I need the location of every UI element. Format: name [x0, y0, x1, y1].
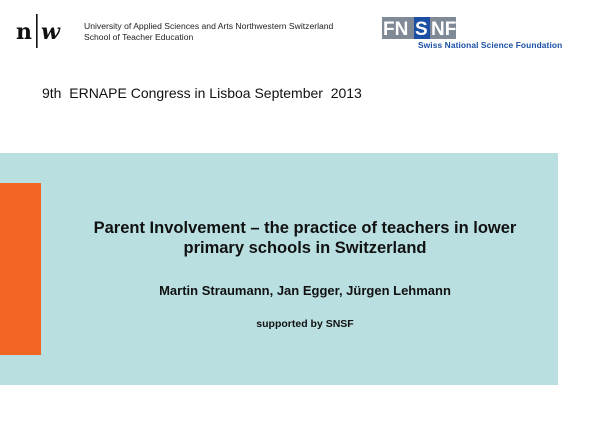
svg-text:w: w [41, 19, 60, 45]
title-line-2: primary schools in Switzerland [183, 239, 427, 257]
svg-text:NF: NF [431, 19, 456, 39]
fhnw-logo-text [84, 21, 333, 43]
fhnw-logo [14, 14, 334, 48]
fhnw-logo-line2: School of Teacher Education [84, 32, 194, 42]
content-panel [0, 153, 558, 385]
snsf-mark-icon [382, 17, 456, 39]
snsf-logo [382, 17, 582, 53]
title-line-1: Parent Involvement – the practice of teachers in lower [93, 219, 517, 237]
support-note: supported by SNSF [256, 318, 354, 330]
accent-bar [0, 183, 41, 355]
svg-text:FN: FN [383, 19, 409, 39]
congress-heading: 9th ERNAPE Congress in Lisboa September 2013 [42, 85, 362, 101]
authors: Martin Straumann, Jan Egger, Jürgen Lehmann [159, 283, 451, 298]
snsf-caption: Swiss National Science Foundation [418, 40, 563, 50]
presentation-title [60, 218, 550, 258]
svg-text:S: S [415, 19, 428, 39]
fhnw-wordmark-icon [14, 14, 78, 48]
fhnw-logo-line1: University of Applied Sciences and Arts Northwestern Switzerland [84, 21, 334, 31]
svg-text:n: n [16, 19, 32, 45]
